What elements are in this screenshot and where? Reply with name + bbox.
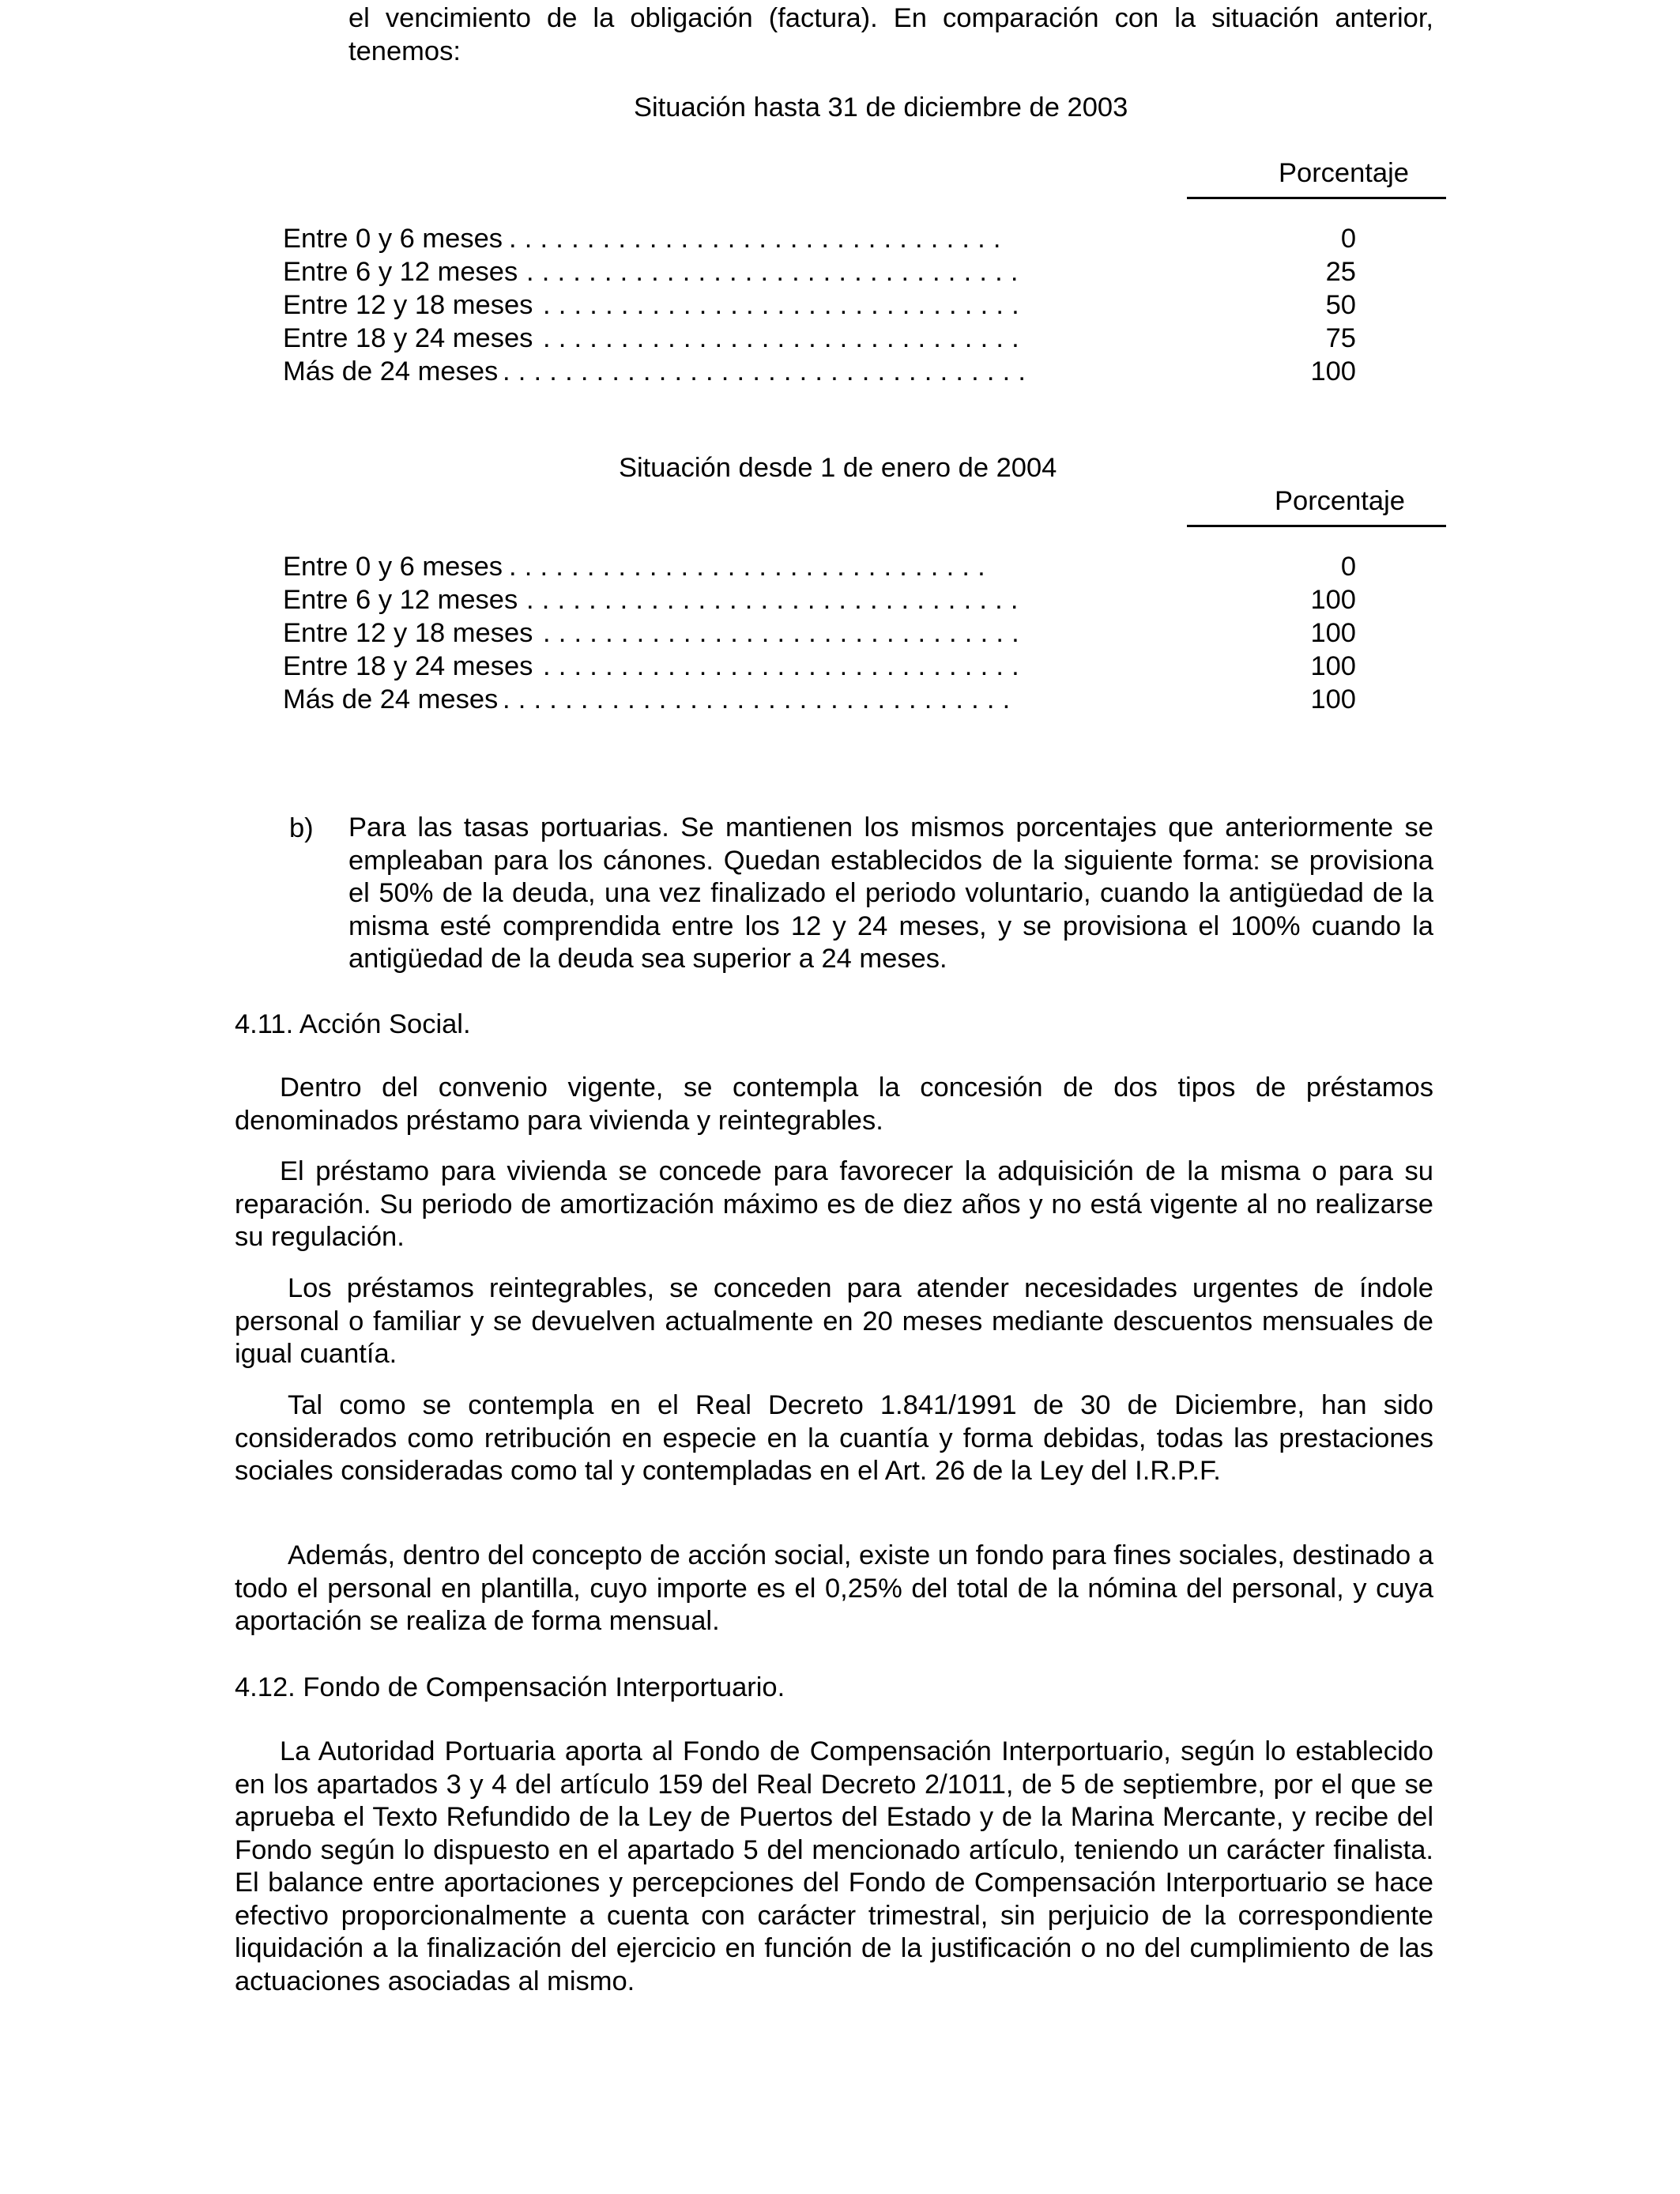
intro-paragraph: el vencimiento de la obligación (factura). En comparación con la situación anterior, tenemos: (348, 3, 1433, 66)
list-marker: b) (289, 813, 314, 843)
table1-row-label: Más de 24 meses (283, 356, 499, 386)
leader-dots: . . . . . . . . . . . . . . . . . . . . . . . . . . . . . . . . (526, 585, 1019, 615)
table1-row-value: 25 (1325, 257, 1356, 287)
table1-row-value: 100 (1310, 356, 1356, 386)
table2-row-value: 0 (1340, 552, 1356, 582)
table2-row-label: Entre 12 y 18 meses (283, 618, 533, 648)
table1-row-value: 75 (1325, 323, 1356, 353)
table1-row-label: Entre 18 y 24 meses (283, 323, 533, 353)
leader-dots: . . . . . . . . . . . . . . . . . . . . . . . . . . . . . . . (509, 552, 985, 582)
section-412-heading: 4.12. Fondo de Compensación Interportuario. (235, 1672, 785, 1702)
table1-row-label: Entre 12 y 18 meses (283, 290, 533, 320)
section-411-paragraph-5: Además, dentro del concepto de acción social, existe un fondo para fines sociales, destinado a todo el personal en plantilla, cuyo importe es el 0,25% del total de la nómina del personal, y cuya aportación se realiza de forma mensual. (235, 1540, 1433, 1636)
section-412-paragraph-1: La Autoridad Portuaria aporta al Fondo de Compensación Interportuario, según lo establecido en los apartados 3 y 4 del artículo 159 del Real Decreto 2/1011, de 5 de septiembre, por el que se aprueba el Texto Refundido de la Ley de Puertos del Estado y de la Marina Mercante, y recibe del Fondo según lo dispuesto en el apartado 5 del mencionado artículo, teniendo un carácter finalista. El balance entre aportaciones y percepciones del Fondo de Compensación Interportuario se hace efectivo proporcionalmente a cuenta con carácter trimestral, sin perjuicio de la correspondiente liquidación a la finalización del ejercicio en función de la justificación o no del cumplimiento de las actuaciones asociadas al mismo. (235, 1736, 1433, 1996)
leader-dots: . . . . . . . . . . . . . . . . . . . . . . . . . . . . . . . (543, 290, 1019, 320)
leader-dots: . . . . . . . . . . . . . . . . . . . . . . . . . . . . . . . (543, 651, 1019, 681)
leader-dots: . . . . . . . . . . . . . . . . . . . . . . . . . . . . . . . . . . (503, 356, 1026, 386)
table2-title: Situación desde 1 de enero de 2004 (619, 453, 1057, 483)
table2-row-label: Entre 6 y 12 meses (283, 585, 518, 615)
section-411-heading: 4.11. Acción Social. (235, 1009, 471, 1039)
table1-row-label: Entre 0 y 6 meses (283, 224, 503, 254)
table1-row-value: 50 (1325, 290, 1356, 320)
table2-row-value: 100 (1310, 585, 1356, 615)
section-411-paragraph-2: El préstamo para vivienda se concede para favorecer la adquisición de la misma o para su reparación. Su periodo de amortización máximo es de diez años y no está vigente al no realizarse su regulación. (235, 1156, 1433, 1252)
table2-row-value: 100 (1310, 684, 1356, 714)
table2-row-label: Más de 24 meses (283, 684, 499, 714)
table2-row-value: 100 (1310, 618, 1356, 648)
leader-dots: . . . . . . . . . . . . . . . . . . . . . . . . . . . . . . . (543, 323, 1019, 353)
leader-dots: . . . . . . . . . . . . . . . . . . . . . . . . . . . . . . . . . (503, 684, 1011, 714)
table2-header-rule (1187, 525, 1446, 527)
leader-dots: . . . . . . . . . . . . . . . . . . . . . . . . . . . . . . . . (526, 257, 1019, 287)
table1-header-rule (1187, 197, 1446, 199)
table1-title: Situación hasta 31 de diciembre de 2003 (634, 92, 1128, 123)
section-411-paragraph-3: Los préstamos reintegrables, se conceden para atender necesidades urgentes de índole personal o familiar y se devuelven actualmente en 20 meses mediante descuentos mensuales de igual cuantía. (235, 1273, 1433, 1369)
table1-header: Porcentaje (1279, 158, 1409, 188)
table2-row-label: Entre 0 y 6 meses (283, 552, 503, 582)
table2-header: Porcentaje (1275, 486, 1405, 516)
section-411-paragraph-1: Dentro del convenio vigente, se contempla la concesión de dos tipos de préstamos denominados préstamo para vivienda y reintegrables. (235, 1072, 1433, 1136)
item-b-paragraph: Para las tasas portuarias. Se mantienen los mismos porcentajes que anteriormente se empleaban para los cánones. Quedan establecidos de la siguiente forma: se provisiona el 50% de la deuda, una vez finalizado el periodo voluntario, cuando la antigüedad de la misma esté comprendida entre los 12 y 24 meses, y se provisiona el 100% cuando la antigüedad de la deuda sea superior a 24 meses. (348, 812, 1433, 974)
table1-row-label: Entre 6 y 12 meses (283, 257, 518, 287)
leader-dots: . . . . . . . . . . . . . . . . . . . . . . . . . . . . . . . (543, 618, 1019, 648)
leader-dots: . . . . . . . . . . . . . . . . . . . . . . . . . . . . . . . . (509, 224, 1001, 254)
section-411-paragraph-4: Tal como se contempla en el Real Decreto 1.841/1991 de 30 de Diciembre, han sido considerados como retribución en especie en la cuantía y forma debidas, todas las prestaciones sociales consideradas como tal y contempladas en el Art. 26 de la Ley del I.R.P.F. (235, 1390, 1433, 1486)
table1-row-value: 0 (1340, 224, 1356, 254)
table2-row-label: Entre 18 y 24 meses (283, 651, 533, 681)
table2-row-value: 100 (1310, 651, 1356, 681)
